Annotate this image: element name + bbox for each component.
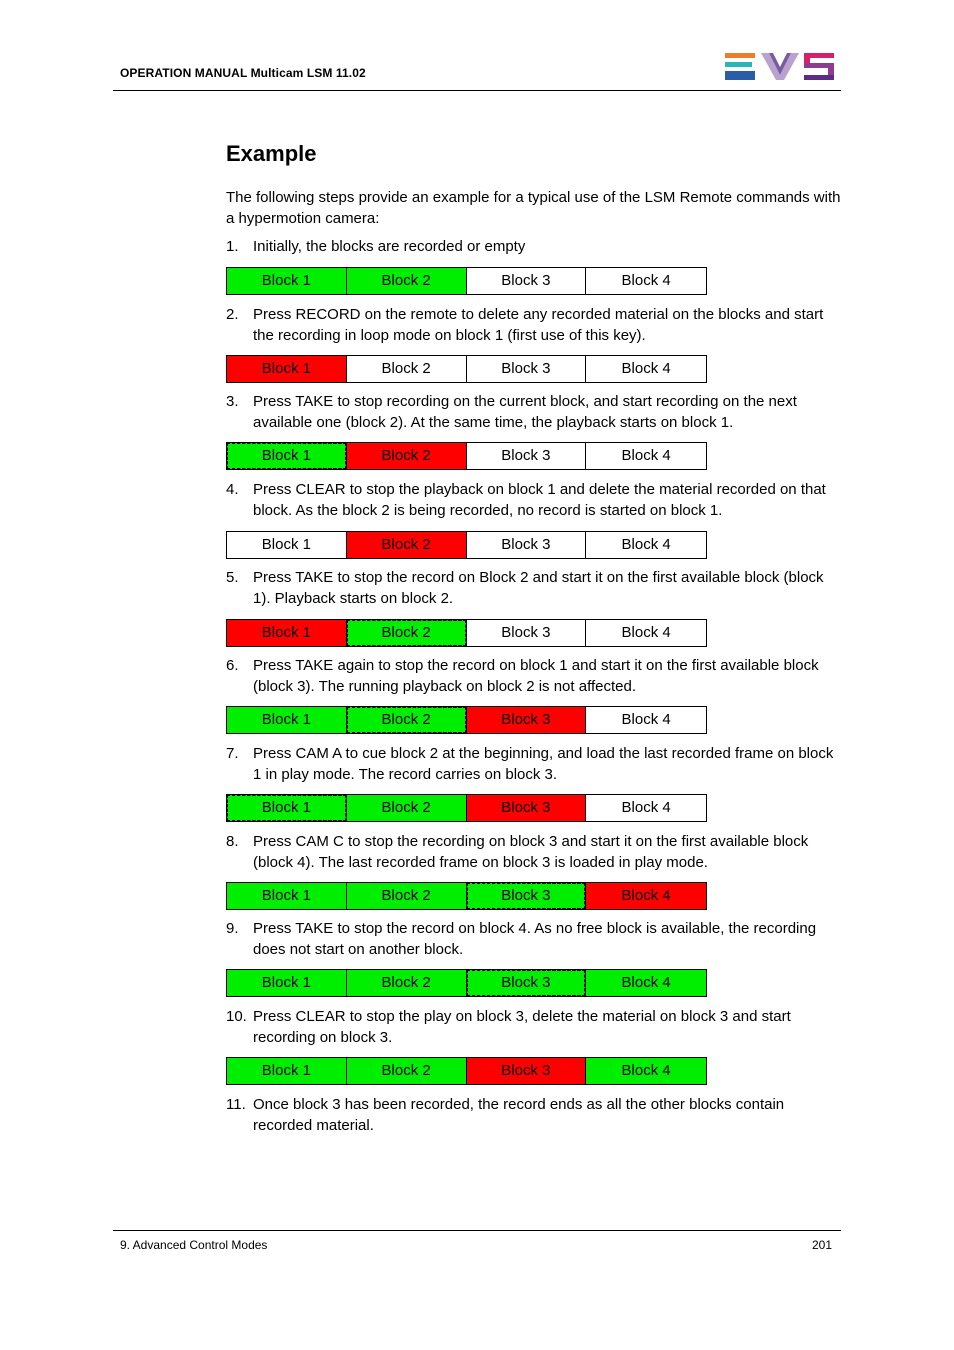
block-cell: Block 3 bbox=[467, 970, 587, 996]
block-cell: Block 2 bbox=[347, 1058, 467, 1084]
block-row-9 bbox=[226, 969, 707, 997]
block-cell: Block 2 bbox=[347, 356, 467, 382]
block-cell: Block 3 bbox=[467, 1058, 587, 1084]
evs-logo bbox=[725, 53, 835, 83]
block-row-4 bbox=[226, 531, 707, 559]
block-row-1 bbox=[226, 267, 707, 295]
block-cell: Block 1 bbox=[227, 443, 347, 469]
step-text: Press CAM A to cue block 2 at the beginning, and load the last recorded frame on block 1 in play mode. The record carries on block 3. bbox=[253, 745, 834, 783]
block-cell: Block 3 bbox=[467, 795, 587, 821]
step-text: Press CAM C to stop the recording on block 3 and start it on the first available block (block 4). The last recorded frame on block 3 is loaded in play mode. bbox=[253, 833, 809, 871]
block-cell: Block 1 bbox=[227, 1058, 347, 1084]
block-cell: Block 3 bbox=[467, 883, 587, 909]
block-cell: Block 2 bbox=[347, 443, 467, 469]
section-title: Example bbox=[226, 141, 317, 166]
block-cell: Block 1 bbox=[227, 795, 347, 821]
step-text: Press RECORD on the remote to delete any recorded material on the blocks and start the recording in loop mode on block 1 (first use of this key). bbox=[253, 306, 824, 344]
step-text: Press TAKE again to stop the record on block 1 and start it on the first available block (block 3). The running playback on block 2 is not affected. bbox=[253, 657, 819, 695]
block-cell: Block 1 bbox=[227, 356, 347, 382]
step-number: 5. bbox=[226, 569, 239, 586]
block-cell: Block 4 bbox=[586, 443, 706, 469]
step-text: Press CLEAR to stop the play on block 3, delete the material on block 3 and start recording on block 3. bbox=[253, 1008, 791, 1046]
block-cell: Block 3 bbox=[467, 443, 587, 469]
block-cell: Block 4 bbox=[586, 1058, 706, 1084]
block-cell: Block 2 bbox=[347, 620, 467, 646]
block-cell: Block 3 bbox=[467, 356, 587, 382]
block-cell: Block 4 bbox=[586, 707, 706, 733]
block-row-10 bbox=[226, 1057, 707, 1085]
step-text: Press TAKE to stop the record on block 4. As no free block is available, the recording does not start on another block. bbox=[253, 920, 817, 958]
block-cell: Block 3 bbox=[467, 532, 587, 558]
step-number: 8. bbox=[226, 833, 239, 850]
block-row-5 bbox=[226, 619, 707, 647]
step-number: 11. bbox=[226, 1096, 246, 1113]
page-number: 201 bbox=[812, 1238, 833, 1252]
header-rule bbox=[113, 90, 841, 91]
block-cell: Block 3 bbox=[467, 268, 587, 294]
block-cell: Block 4 bbox=[586, 356, 706, 382]
step-number: 7. bbox=[226, 745, 239, 762]
step-number: 6. bbox=[226, 657, 239, 674]
step-text: Press TAKE to stop recording on the current block, and start recording on the next available one (block 2). At the same time, the playback starts on block 1. bbox=[253, 393, 797, 431]
step-number: 9. bbox=[226, 920, 239, 937]
block-row-7 bbox=[226, 794, 707, 822]
block-cell: Block 1 bbox=[227, 883, 347, 909]
step-number: 3. bbox=[226, 393, 239, 410]
block-cell: Block 4 bbox=[586, 970, 706, 996]
block-cell: Block 4 bbox=[586, 795, 706, 821]
block-cell: Block 3 bbox=[467, 707, 587, 733]
block-cell: Block 4 bbox=[586, 268, 706, 294]
step-number: 4. bbox=[226, 481, 239, 498]
step-number: 10. bbox=[226, 1008, 247, 1025]
footer-section: 9. Advanced Control Modes bbox=[120, 1238, 268, 1252]
block-cell: Block 2 bbox=[347, 883, 467, 909]
block-row-8 bbox=[226, 882, 707, 910]
block-cell: Block 2 bbox=[347, 795, 467, 821]
block-row-3 bbox=[226, 442, 707, 470]
step-text: Initially, the blocks are recorded or empty bbox=[253, 238, 526, 255]
block-cell: Block 1 bbox=[227, 268, 347, 294]
block-cell: Block 1 bbox=[227, 970, 347, 996]
step-text: Press CLEAR to stop the playback on block 1 and delete the material recorded on that block. As the block 2 is being recorded, no record is started on block 1. bbox=[253, 481, 826, 519]
block-row-6 bbox=[226, 706, 707, 734]
block-cell: Block 2 bbox=[347, 532, 467, 558]
block-cell: Block 4 bbox=[586, 532, 706, 558]
block-row-2 bbox=[226, 355, 707, 383]
block-cell: Block 3 bbox=[467, 620, 587, 646]
block-cell: Block 2 bbox=[347, 707, 467, 733]
header-title: OPERATION MANUAL Multicam LSM 11.02 bbox=[120, 66, 366, 80]
intro-paragraph: The following steps provide an example for a typical use of the LSM Remote commands with a hypermotion camera: bbox=[226, 189, 841, 227]
block-cell: Block 2 bbox=[347, 970, 467, 996]
step-text: Press TAKE to stop the record on Block 2 and start it on the first available block (block 1). Playback starts on block 2. bbox=[253, 569, 824, 607]
step-text: Once block 3 has been recorded, the record ends as all the other blocks contain recorded material. bbox=[253, 1096, 785, 1134]
block-cell: Block 2 bbox=[347, 268, 467, 294]
block-cell: Block 4 bbox=[586, 620, 706, 646]
step-number: 1. bbox=[226, 238, 239, 255]
block-cell: Block 1 bbox=[227, 532, 347, 558]
block-cell: Block 4 bbox=[586, 883, 706, 909]
block-cell: Block 1 bbox=[227, 620, 347, 646]
footer-rule bbox=[113, 1230, 841, 1231]
step-number: 2. bbox=[226, 306, 239, 323]
block-cell: Block 1 bbox=[227, 707, 347, 733]
